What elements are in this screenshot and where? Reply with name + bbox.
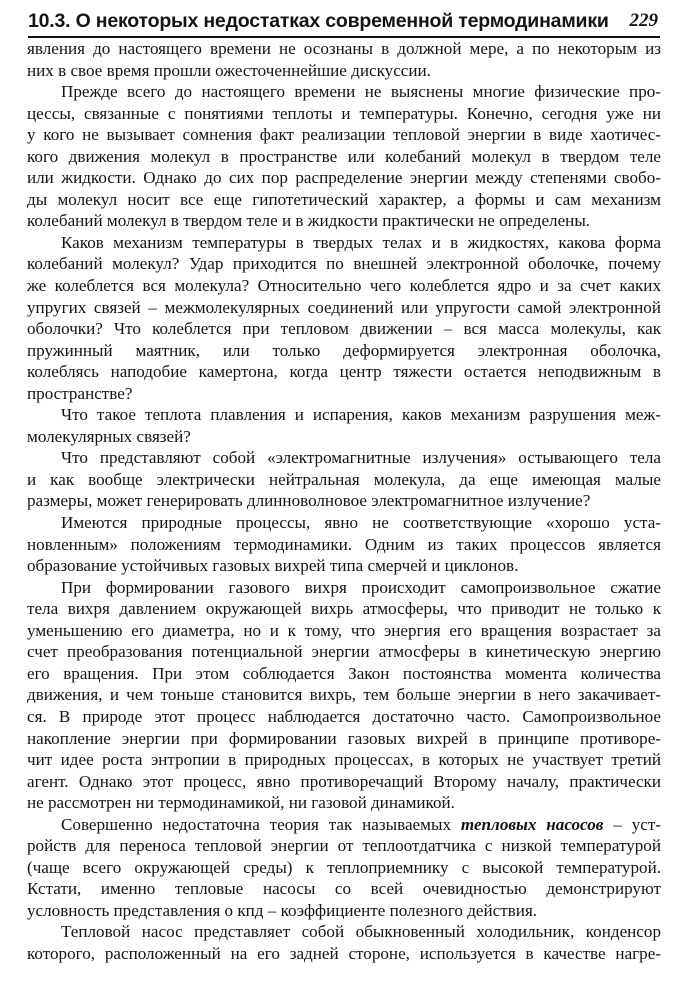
text-line — [27, 792, 661, 814]
text-line-content: пружинный маятник, или только деформируется электронная оболочка, — [27, 340, 661, 360]
text-line-content: счет преобразования потенциальной энергии атмосферы в кинетическую энергию — [27, 642, 661, 662]
text-line — [27, 943, 661, 965]
text-line — [27, 921, 661, 943]
text-line-content: ройств для переноса тепловой энергии от теплоотдатчика с низкой температурой — [27, 836, 661, 856]
text-line — [27, 38, 661, 60]
text-line — [27, 728, 661, 750]
text-line-content: цессы, связанные с понятиями теплоты и температуры. Конечно, сегодня уже ни — [27, 103, 661, 123]
text-line — [27, 447, 661, 469]
text-line-tail: – уст- — [603, 814, 661, 834]
text-line-content: явления до настоящего времени не осознаны в должной мере, а по некоторым из — [27, 39, 661, 58]
text-line — [27, 167, 661, 189]
text-line — [27, 60, 661, 82]
text-line — [27, 404, 661, 426]
text-line — [27, 318, 661, 340]
text-line — [27, 146, 661, 168]
text-line — [27, 835, 661, 857]
text-line — [27, 103, 661, 125]
text-line-content: пространстве? — [27, 383, 133, 403]
text-line-content: (чаще всего окружающей среды) к теплоприемнику с высокой температурой. — [27, 857, 661, 877]
section-title: 10.3. О некоторых недостатках современной термодинамики — [28, 10, 609, 32]
text-line-content: которого, расположенный на его задней стороне, используется в качестве нагре- — [27, 943, 661, 963]
text-line-content: Каков механизм температуры в твердых телах и в жидкостях, какова форма — [61, 232, 661, 252]
text-line — [27, 620, 661, 642]
text-line-content: Кстати, именно тепловые насосы со всей очевидностью демонстрируют — [27, 879, 661, 899]
text-line-content: не рассмотрен ни термодинамикой, ни газовой динамикой. — [27, 793, 455, 813]
text-line — [27, 534, 661, 556]
text-line-content: молекулярных связей? — [27, 426, 191, 446]
body-text — [27, 38, 661, 965]
text-line-content: Совершенно недостаточна теория так называемых — [61, 814, 451, 834]
text-line — [27, 383, 661, 405]
running-header — [28, 8, 660, 38]
text-line — [27, 577, 661, 599]
text-line-content: же колеблется вся молекула? Относительно чего колеблется ядро и за счет каких — [27, 276, 661, 296]
text-line-content: образование устойчивых газовых вихрей типа смерчей и циклонов. — [27, 556, 519, 576]
text-line — [27, 663, 661, 685]
text-line-content: упругих связей – межмолекулярных соединений или упругости самой электронной — [27, 297, 661, 317]
text-line-content: новленным» положениям термодинамики. Одним из таких процессов является — [27, 534, 661, 554]
text-line-content: чит идее роста энтропии в природных процессах, в которых не участвует третий — [27, 750, 661, 770]
text-line — [27, 210, 661, 232]
text-line-content: размеры, может генерировать длинноволновое электромагнитное излучение? — [27, 491, 591, 511]
text-line — [27, 189, 661, 211]
text-line — [27, 340, 661, 362]
text-line — [27, 598, 661, 620]
text-line — [27, 555, 661, 577]
text-line — [27, 297, 661, 319]
text-line — [27, 771, 661, 793]
text-line — [27, 469, 661, 491]
text-line-content: или жидкости. Однако до сих пор распределение энергии между степенями свобо- — [27, 168, 661, 188]
text-line-content: уменьшению его диаметра, но и к тому, что энергия его вращения возрастает за — [27, 620, 661, 640]
text-line-content: Что такое теплота плавления и испарения, каков механизм разрушения меж- — [61, 405, 661, 425]
text-line-content: них в свое время прошли ожесточеннейшие дискуссии. — [27, 60, 431, 80]
text-line-content: у кого не вызывает сомнения факт реализации тепловой энергии в виде хаотичес- — [27, 125, 661, 145]
text-line-content: накопление энергии при формировании газовых вихрей в принципе противоре- — [27, 728, 661, 748]
text-line-content: оболочки? Что колеблется при тепловом движении – вся масса молекулы, как — [27, 319, 661, 339]
text-line-content: ды молекул носит все еще гипотетический характер, а формы и сам механизм — [27, 189, 661, 209]
text-line — [27, 857, 661, 879]
text-line-content: тела вихря давлением окружающей вихрь атмосферы, что приводит не только к — [27, 599, 661, 619]
text-line — [27, 900, 661, 922]
text-line — [27, 706, 661, 728]
text-line — [27, 749, 661, 771]
text-line-content: колебаний молекул? Удар приходится по внешней электронной оболочке, почему — [27, 254, 661, 274]
text-line — [27, 512, 661, 534]
text-line — [27, 426, 661, 448]
text-line-content: агент. Однако этот процесс, явно противоречащий Второму началу, практически — [27, 771, 661, 791]
text-line — [27, 232, 661, 254]
text-line — [27, 361, 661, 383]
text-line-content: Что представляют собой «электромагнитные излучения» остывающего тела — [61, 448, 661, 468]
text-line — [27, 253, 661, 275]
text-line-content: его вращения. При этом соблюдается Закон постоянства момента количества — [27, 663, 661, 683]
text-line — [27, 124, 661, 146]
text-line-content: Прежде всего до настоящего времени не выяснены многие физические про- — [61, 82, 661, 102]
text-line-content: ся. В природе этот процесс наблюдается достаточно часто. Самопроизвольное — [27, 706, 661, 726]
text-line — [27, 641, 661, 663]
text-line-content: условность представления о кпд – коэффициенте полезного действия. — [27, 900, 538, 920]
text-line-content: колеблясь наподобие камертона, когда центр тяжести остается неподвижным в — [27, 362, 661, 382]
text-line-content: кого движения молекул в пространстве или колебаний молекул в твердом теле — [27, 146, 661, 166]
text-line — [27, 878, 661, 900]
text-line — [27, 81, 661, 103]
text-line — [27, 490, 661, 512]
text-line-content: колебаний молекул в твердом теле и в жидкости практически не определены. — [27, 211, 591, 231]
page-number: 229 — [629, 10, 658, 31]
text-line-content: Имеются природные процессы, явно не соответствующие «хорошо уста- — [61, 513, 661, 533]
emphasized-term: тепловых насосов — [460, 814, 604, 834]
text-line — [27, 814, 661, 836]
text-line — [27, 275, 661, 297]
text-line-content: Тепловой насос представляет собой обыкновенный холодильник, конденсор — [61, 922, 661, 942]
text-line-content: и как вообще электрически нейтральная молекула, да еще имеющая малые — [27, 469, 661, 489]
text-line-content: движения, и чем тоньше становится вихрь, тем больше энергии в него закачивает- — [27, 685, 661, 705]
text-line — [27, 684, 661, 706]
text-line-content: При формировании газового вихря происходит самопроизвольное сжатие — [61, 577, 661, 597]
